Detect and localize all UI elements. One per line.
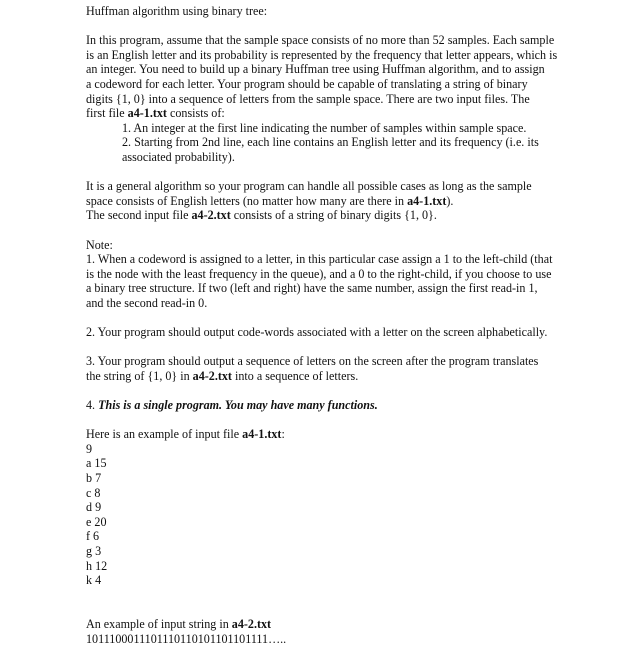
example-line: a 15 [86,456,107,471]
note1-line-2: is the node with the least frequency in the queue), and a 0 to the right-child, if you choose to use [86,266,552,281]
example-line: c 8 [86,485,101,500]
note1-line-3: a binary tree structure. If two (left and right) have the same number, assign the first read-in 1, [86,281,538,296]
example-intro: Here is an example of input file a4-1.txt: [86,427,285,442]
note-label: Note: [86,237,113,252]
example-line: d 9 [86,500,102,515]
example2-string: 1011100011101110110101101101111….. [86,631,287,646]
first-file-line: first file a4-1.txt consists of: [86,106,225,121]
note1-line-1: 1. When a codeword is assigned to a letter, in this particular case assign a 1 to the left-child (that [86,252,553,267]
intro-line-2: is an English letter and its probability is represented by the frequency that letter appears, which is [86,47,558,62]
example-line: g 3 [86,543,102,558]
example-line: k 4 [86,573,102,588]
note3-line-1: 3. Your program should output a sequence of letters on the screen after the program translates [86,354,539,369]
note4-emphasis: This is a single program. You may have many functions. [98,398,378,413]
list-item: 2. Starting from 2nd line, each line contains an English letter and its frequency (i.e. its [122,135,539,150]
note3-line-2: the string of {1, 0} in a4-2.txt into a sequence of letters. [86,368,359,383]
general-file-name: a4-1.txt [407,193,447,208]
first-file-name: a4-1.txt [127,106,167,121]
input-format-list [86,121,596,165]
second-file-line: The second input file a4-2.txt consists of a string of binary digits {1, 0}. [86,208,437,223]
example-line: f 6 [86,529,100,544]
note2-line: 2. Your program should output code-words associated with a letter on the screen alphabetically. [86,325,548,340]
example-line: 9 [86,441,93,456]
note1-line-4: and the second read-in 0. [86,295,208,310]
list-item-continuation: associated probability). [122,149,235,164]
list-item: 1. An integer at the first line indicating the number of samples within sample space. [122,120,527,135]
example-line: e 20 [86,514,107,529]
example2-file-name: a4-2.txt [231,616,272,631]
general-line-1: It is a general algorithm so your program can handle all possible cases as long as the sample [86,179,532,194]
second-file-name: a4-2.txt [191,208,231,223]
note3-file-name: a4-2.txt [192,368,232,383]
example2-intro: An example of input string in a4-2.txt [86,616,272,631]
note4-line: 4. This is a single program. You may have many functions. [86,398,378,413]
example-line: b 7 [86,471,102,485]
intro-line-1: In this program, assume that the sample space consists of no more than 52 samples. Each sample [86,33,555,48]
page-title: Huffman algorithm using binary tree: [86,4,268,18]
example-file-name: a4-1.txt [242,427,282,442]
document-page [86,4,596,646]
intro-line-5: digits {1, 0} into a sequence of letters from the sample space. There are two input files. The [86,91,530,106]
example-line: h 12 [86,558,108,573]
general-line-2: space consists of English letters (no matter how many are there in a4-1.txt). [86,193,454,208]
intro-line-4: a codeword for each letter. Your program should be capable of translating a string of binary [86,76,528,91]
intro-line-3: an integer. You need to build up a binary Huffman tree using Huffman algorithm, and to assign [86,62,545,77]
